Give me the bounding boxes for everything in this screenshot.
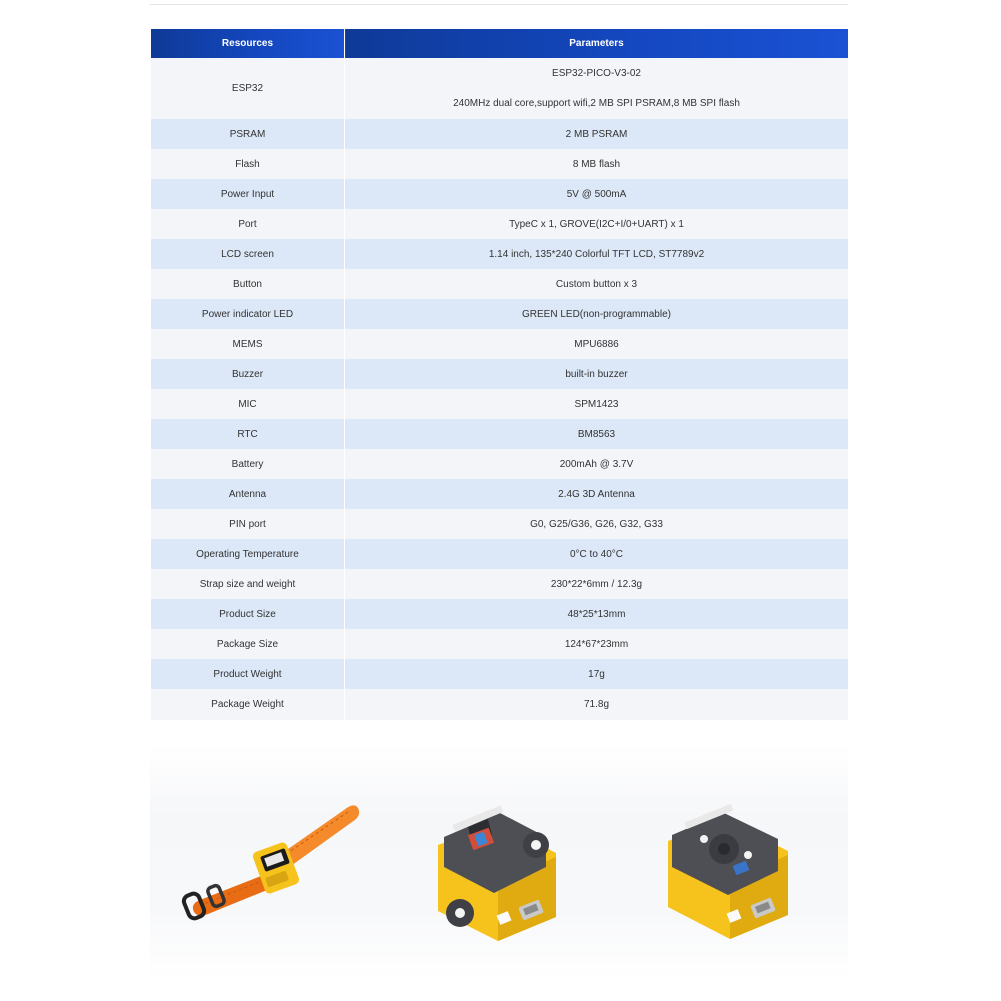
parameter-text: 240MHz dual core,support wifi,2 MB SPI PSRAM,8 MB SPI flash — [453, 98, 740, 109]
table-row — [151, 509, 848, 539]
parameter-cell — [345, 179, 849, 209]
parameter-text: TypeC x 1, GROVE(I2C+I/0+UART) x 1 — [509, 218, 684, 230]
parameter-text: 124*67*23mm — [564, 638, 629, 650]
table-row — [151, 479, 848, 509]
parameter-cell — [345, 509, 849, 539]
resource-cell: RTC — [151, 419, 345, 449]
parameter-text: ESP32-PICO-V3-02 — [552, 68, 641, 79]
parameter-cell — [345, 299, 849, 329]
parameter-text: 2.4G 3D Antenna — [558, 488, 635, 500]
spec-table-body — [151, 58, 848, 720]
table-row — [151, 659, 848, 689]
resource-cell: Strap size and weight — [151, 569, 345, 599]
table-row — [151, 599, 848, 629]
product-gallery — [150, 745, 848, 981]
resource-cell: Package Size — [151, 629, 345, 659]
table-row — [151, 359, 848, 389]
parameter-cell — [345, 479, 849, 509]
parameter-text: 230*22*6mm / 12.3g — [550, 578, 643, 590]
resource-cell: Button — [151, 269, 345, 299]
header-resources: Resources — [151, 29, 345, 58]
table-row — [151, 449, 848, 479]
table-row — [151, 179, 848, 209]
table-row — [151, 239, 848, 269]
product-mount-front-image — [428, 795, 578, 955]
parameter-cell — [345, 209, 849, 239]
parameter-text: 48*25*13mm — [567, 608, 626, 620]
table-row — [151, 689, 848, 720]
spec-table — [151, 29, 848, 720]
parameter-text: BM8563 — [577, 428, 616, 440]
parameter-text: Custom button x 3 — [555, 278, 638, 290]
resource-cell: Product Weight — [151, 659, 345, 689]
product-mount-back-image — [658, 795, 808, 955]
parameter-cell — [345, 149, 849, 179]
parameter-text: 1.14 inch, 135*240 Colorful TFT LCD, ST7789v2 — [488, 248, 705, 260]
parameter-text: G0, G25/G36, G26, G32, G33 — [530, 518, 663, 530]
resource-cell: Product Size — [151, 599, 345, 629]
resource-cell: Operating Temperature — [151, 539, 345, 569]
parameter-text: 0°C to 40°C — [569, 548, 624, 560]
resource-cell: PIN port — [151, 509, 345, 539]
parameter-cell — [345, 359, 849, 389]
header-parameters: Parameters — [345, 29, 849, 58]
parameter-cell — [345, 419, 849, 449]
table-row — [151, 209, 848, 239]
parameter-cell — [345, 539, 849, 569]
table-row — [151, 419, 848, 449]
resource-cell: Flash — [151, 149, 345, 179]
resource-cell: Antenna — [151, 479, 345, 509]
parameter-cell — [345, 689, 849, 720]
parameter-cell — [345, 239, 849, 269]
parameter-cell — [345, 119, 849, 149]
parameter-cell — [345, 389, 849, 419]
resource-cell: Port — [151, 209, 345, 239]
table-row — [151, 149, 848, 179]
resource-cell: Power indicator LED — [151, 299, 345, 329]
table-header-row — [151, 29, 848, 58]
table-row — [151, 269, 848, 299]
table-row — [151, 569, 848, 599]
parameter-cell — [345, 569, 849, 599]
parameter-cell — [345, 629, 849, 659]
parameter-text: 2 MB PSRAM — [565, 128, 628, 140]
parameter-text: 200mAh @ 3.7V — [559, 458, 634, 470]
parameter-text: 71.8g — [583, 699, 610, 710]
parameter-text: 5V @ 500mA — [566, 188, 627, 200]
parameter-text: GREEN LED(non-programmable) — [522, 308, 671, 320]
parameter-cell — [345, 269, 849, 299]
table-row — [151, 58, 848, 119]
parameter-text: MPU6886 — [574, 338, 619, 350]
resource-cell: Power Input — [151, 179, 345, 209]
table-row — [151, 329, 848, 359]
resource-cell: MIC — [151, 389, 345, 419]
resource-cell: ESP32 — [151, 58, 345, 119]
resource-cell: LCD screen — [151, 239, 345, 269]
parameter-text: built-in buzzer — [565, 368, 628, 380]
parameter-cell — [345, 58, 849, 119]
resource-cell: MEMS — [151, 329, 345, 359]
parameter-text: 8 MB flash — [572, 158, 621, 170]
table-row — [151, 629, 848, 659]
table-row — [151, 539, 848, 569]
parameter-cell — [345, 329, 849, 359]
parameter-cell — [345, 659, 849, 689]
table-row — [151, 389, 848, 419]
resource-cell: Package Weight — [151, 689, 345, 720]
resource-cell: Battery — [151, 449, 345, 479]
table-row — [151, 299, 848, 329]
table-row — [151, 119, 848, 149]
resource-cell: PSRAM — [151, 119, 345, 149]
parameter-text: SPM1423 — [574, 398, 619, 410]
resource-cell: Buzzer — [151, 359, 345, 389]
parameter-text: 17g — [588, 668, 605, 680]
parameter-cell — [345, 449, 849, 479]
product-watch-strap-image — [168, 790, 363, 930]
parameter-cell — [345, 599, 849, 629]
top-divider — [150, 4, 848, 5]
